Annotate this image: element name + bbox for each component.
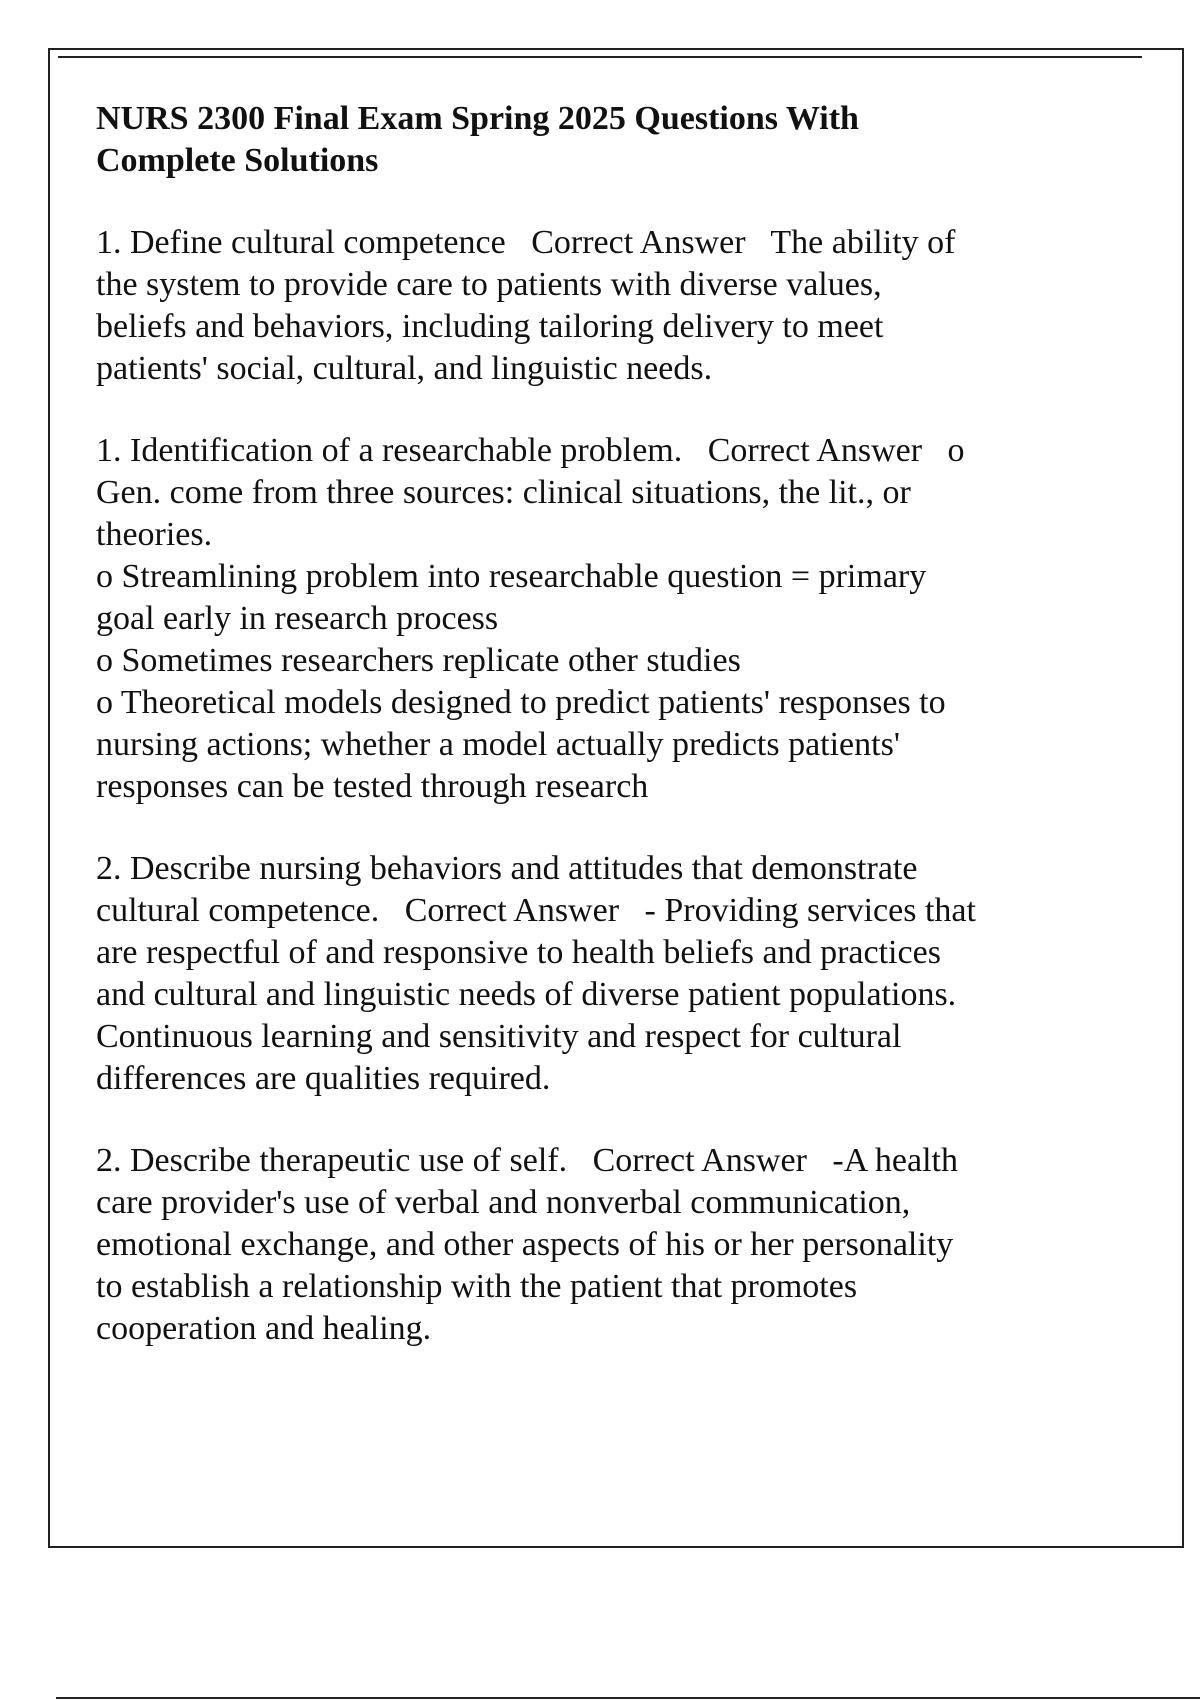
qa-line: cultural competence. Correct Answer - Providing services that [96, 892, 976, 929]
title-line: Complete Solutions [96, 142, 379, 179]
document-content [96, 98, 1086, 1390]
qa-line: emotional exchange, and other aspects of his or her personality [96, 1226, 954, 1263]
qa-item [96, 430, 1086, 808]
document-title [96, 98, 1086, 182]
qa-item [96, 222, 1086, 390]
qa-line: o Streamlining problem into researchable question = primary [96, 558, 927, 595]
qa-line: theories. [96, 516, 213, 553]
qa-line: and cultural and linguistic needs of diverse patient populations. [96, 976, 957, 1013]
qa-line: o Sometimes researchers replicate other studies [96, 642, 741, 679]
qa-item [96, 848, 1086, 1100]
qa-line: 1. Identification of a researchable problem. Correct Answer o [96, 432, 965, 469]
qa-line: Gen. come from three sources: clinical situations, the lit., or [96, 474, 911, 511]
qa-line: nursing actions; whether a model actually predicts patients' [96, 726, 900, 763]
qa-line: responses can be tested through research [96, 768, 649, 805]
qa-line: 1. Define cultural competence Correct Answer The ability of [96, 224, 956, 261]
qa-line: the system to provide care to patients with diverse values, [96, 266, 882, 303]
qa-line: o Theoretical models designed to predict patients' responses to [96, 684, 946, 721]
qa-line: 2. Describe therapeutic use of self. Correct Answer -A health [96, 1142, 958, 1179]
title-line: NURS 2300 Final Exam Spring 2025 Questions With [96, 100, 859, 137]
qa-line: are respectful of and responsive to health beliefs and practices [96, 934, 941, 971]
qa-line: differences are qualities required. [96, 1060, 551, 1097]
qa-line: to establish a relationship with the patient that promotes [96, 1268, 858, 1305]
qa-item [96, 1140, 1086, 1350]
qa-line: care provider's use of verbal and nonverbal communication, [96, 1184, 911, 1221]
qa-line: Continuous learning and sensitivity and respect for cultural [96, 1018, 902, 1055]
qa-line: beliefs and behaviors, including tailoring delivery to meet [96, 308, 884, 345]
bottom-rule [56, 1697, 1200, 1699]
qa-line: cooperation and healing. [96, 1310, 432, 1347]
qa-line: 2. Describe nursing behaviors and attitudes that demonstrate [96, 850, 918, 887]
qa-line: goal early in research process [96, 600, 499, 637]
top-rule [58, 56, 1142, 58]
qa-line: patients' social, cultural, and linguistic needs. [96, 350, 713, 387]
